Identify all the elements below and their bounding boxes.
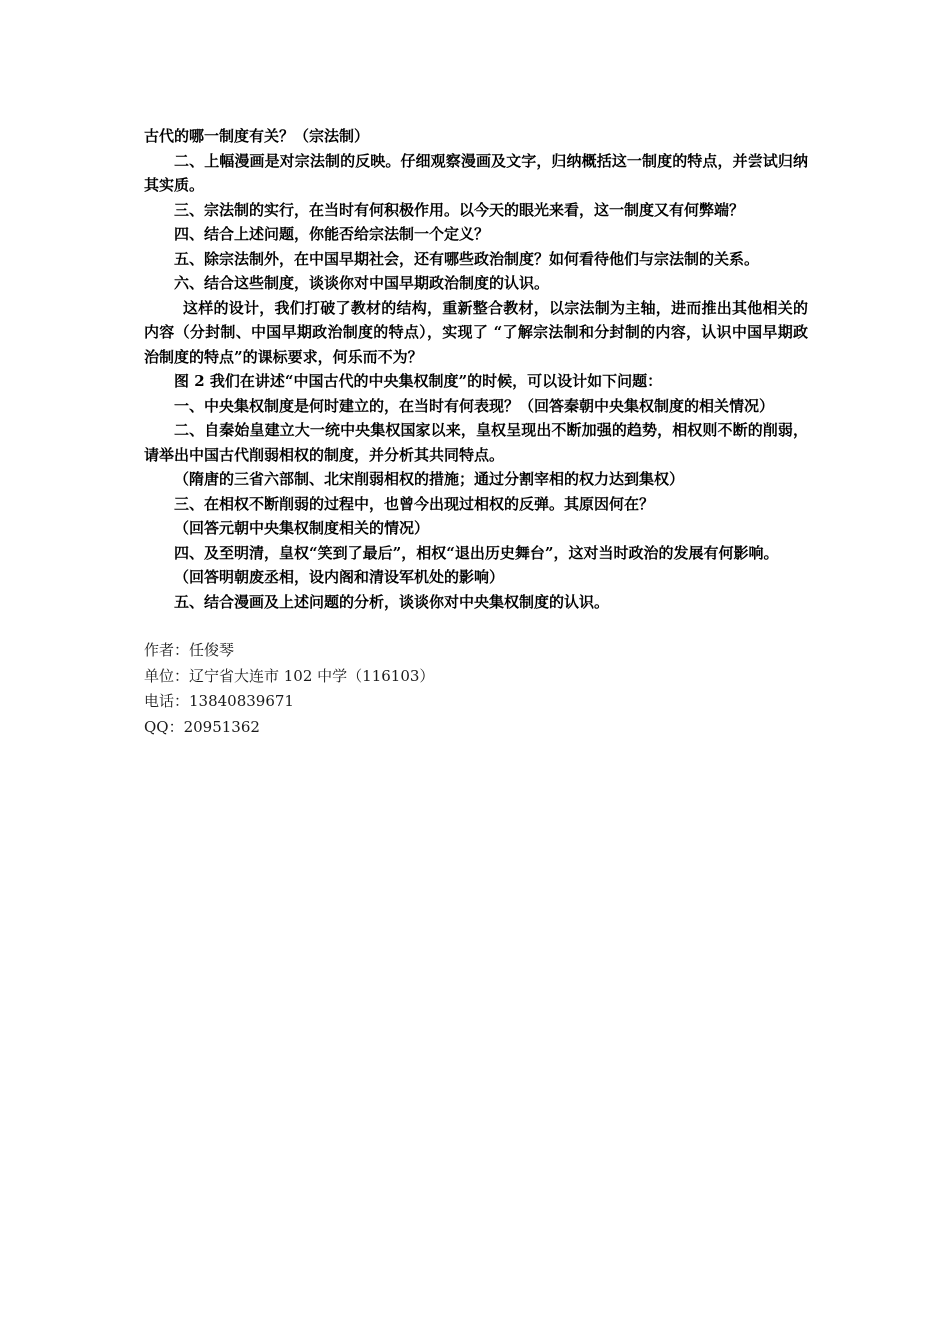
question-paragraph: 四、及至明清，皇权“笑到了最后”，相权“退出历史舞台”，这对当时政治的发展有何影响。 — [174, 543, 779, 562]
question-paragraph: 六、结合这些制度，谈谈你对中国早期政治制度的认识。 — [174, 274, 550, 292]
question-paragraph: 三、在相权不断削弱的过程中，也曾今出现过相权的反弹。其原因何在？ — [174, 494, 655, 513]
commentary-paragraph: 这样的设计，我们打破了教材的结构，重新整合教材，以宗法制为主轴，进而推出其他相关的内容（分封制、中国早期政治制度的特点），实现了 “了解宗法制和分封制的内容，认识中国早期政治制度的特点”的课标要求，何乐而不为？ — [144, 298, 808, 366]
answer-paragraph: （回答明朝废丞相，设内阁和清设军机处的影响） — [174, 568, 505, 586]
answer-paragraph: （回答元朝中央集权制度相关的情况） — [174, 519, 430, 537]
author-unit: 单位：辽宁省大连市 102 中学（116103） — [144, 666, 435, 685]
author-qq: QQ：20951362 — [144, 717, 260, 736]
section-spacer — [144, 614, 808, 638]
question-paragraph: 五、除宗法制外，在中国早期社会，还有哪些政治制度？如何看待他们与宗法制的关系。 — [174, 249, 760, 268]
author-phone: 电话：13840839671 — [144, 692, 294, 710]
question-paragraph: 四、结合上述问题，你能否给宗法制一个定义？ — [174, 225, 490, 243]
document-body — [144, 124, 808, 740]
question-paragraph: 二、上幅漫画是对宗法制的反映。仔细观察漫画及文字，归纳概括这一制度的特点，并尝试归纳其实质。 — [144, 151, 808, 194]
question-paragraph: 二、自秦始皇建立大一统中央集权国家以来，皇权呈现出不断加强的趋势，相权则不断的削弱，请举出中国古代削弱相权的制度，并分析其共同特点。 — [144, 421, 808, 464]
paragraph-continuation: 古代的哪一制度有关？（宗法制） — [144, 127, 370, 145]
author-block — [144, 638, 808, 740]
author-name: 作者：任俊琴 — [144, 641, 235, 659]
intro-paragraph: 图 2 我们在讲述“中国古代的中央集权制度”的时候，可以设计如下问题： — [174, 372, 663, 390]
question-paragraph: 五、结合漫画及上述问题的分析，谈谈你对中央集权制度的认识。 — [174, 592, 610, 611]
question-paragraph: 一、中央集权制度是何时建立的，在当时有何表现？（回答秦朝中央集权制度的相关情况） — [174, 396, 775, 415]
question-paragraph: 三、宗法制的实行，在当时有何积极作用。以今天的眼光来看，这一制度又有何弊端？ — [174, 200, 745, 219]
answer-paragraph: （隋唐的三省六部制、北宋削弱相权的措施；通过分割宰相的权力达到集权） — [174, 470, 685, 488]
